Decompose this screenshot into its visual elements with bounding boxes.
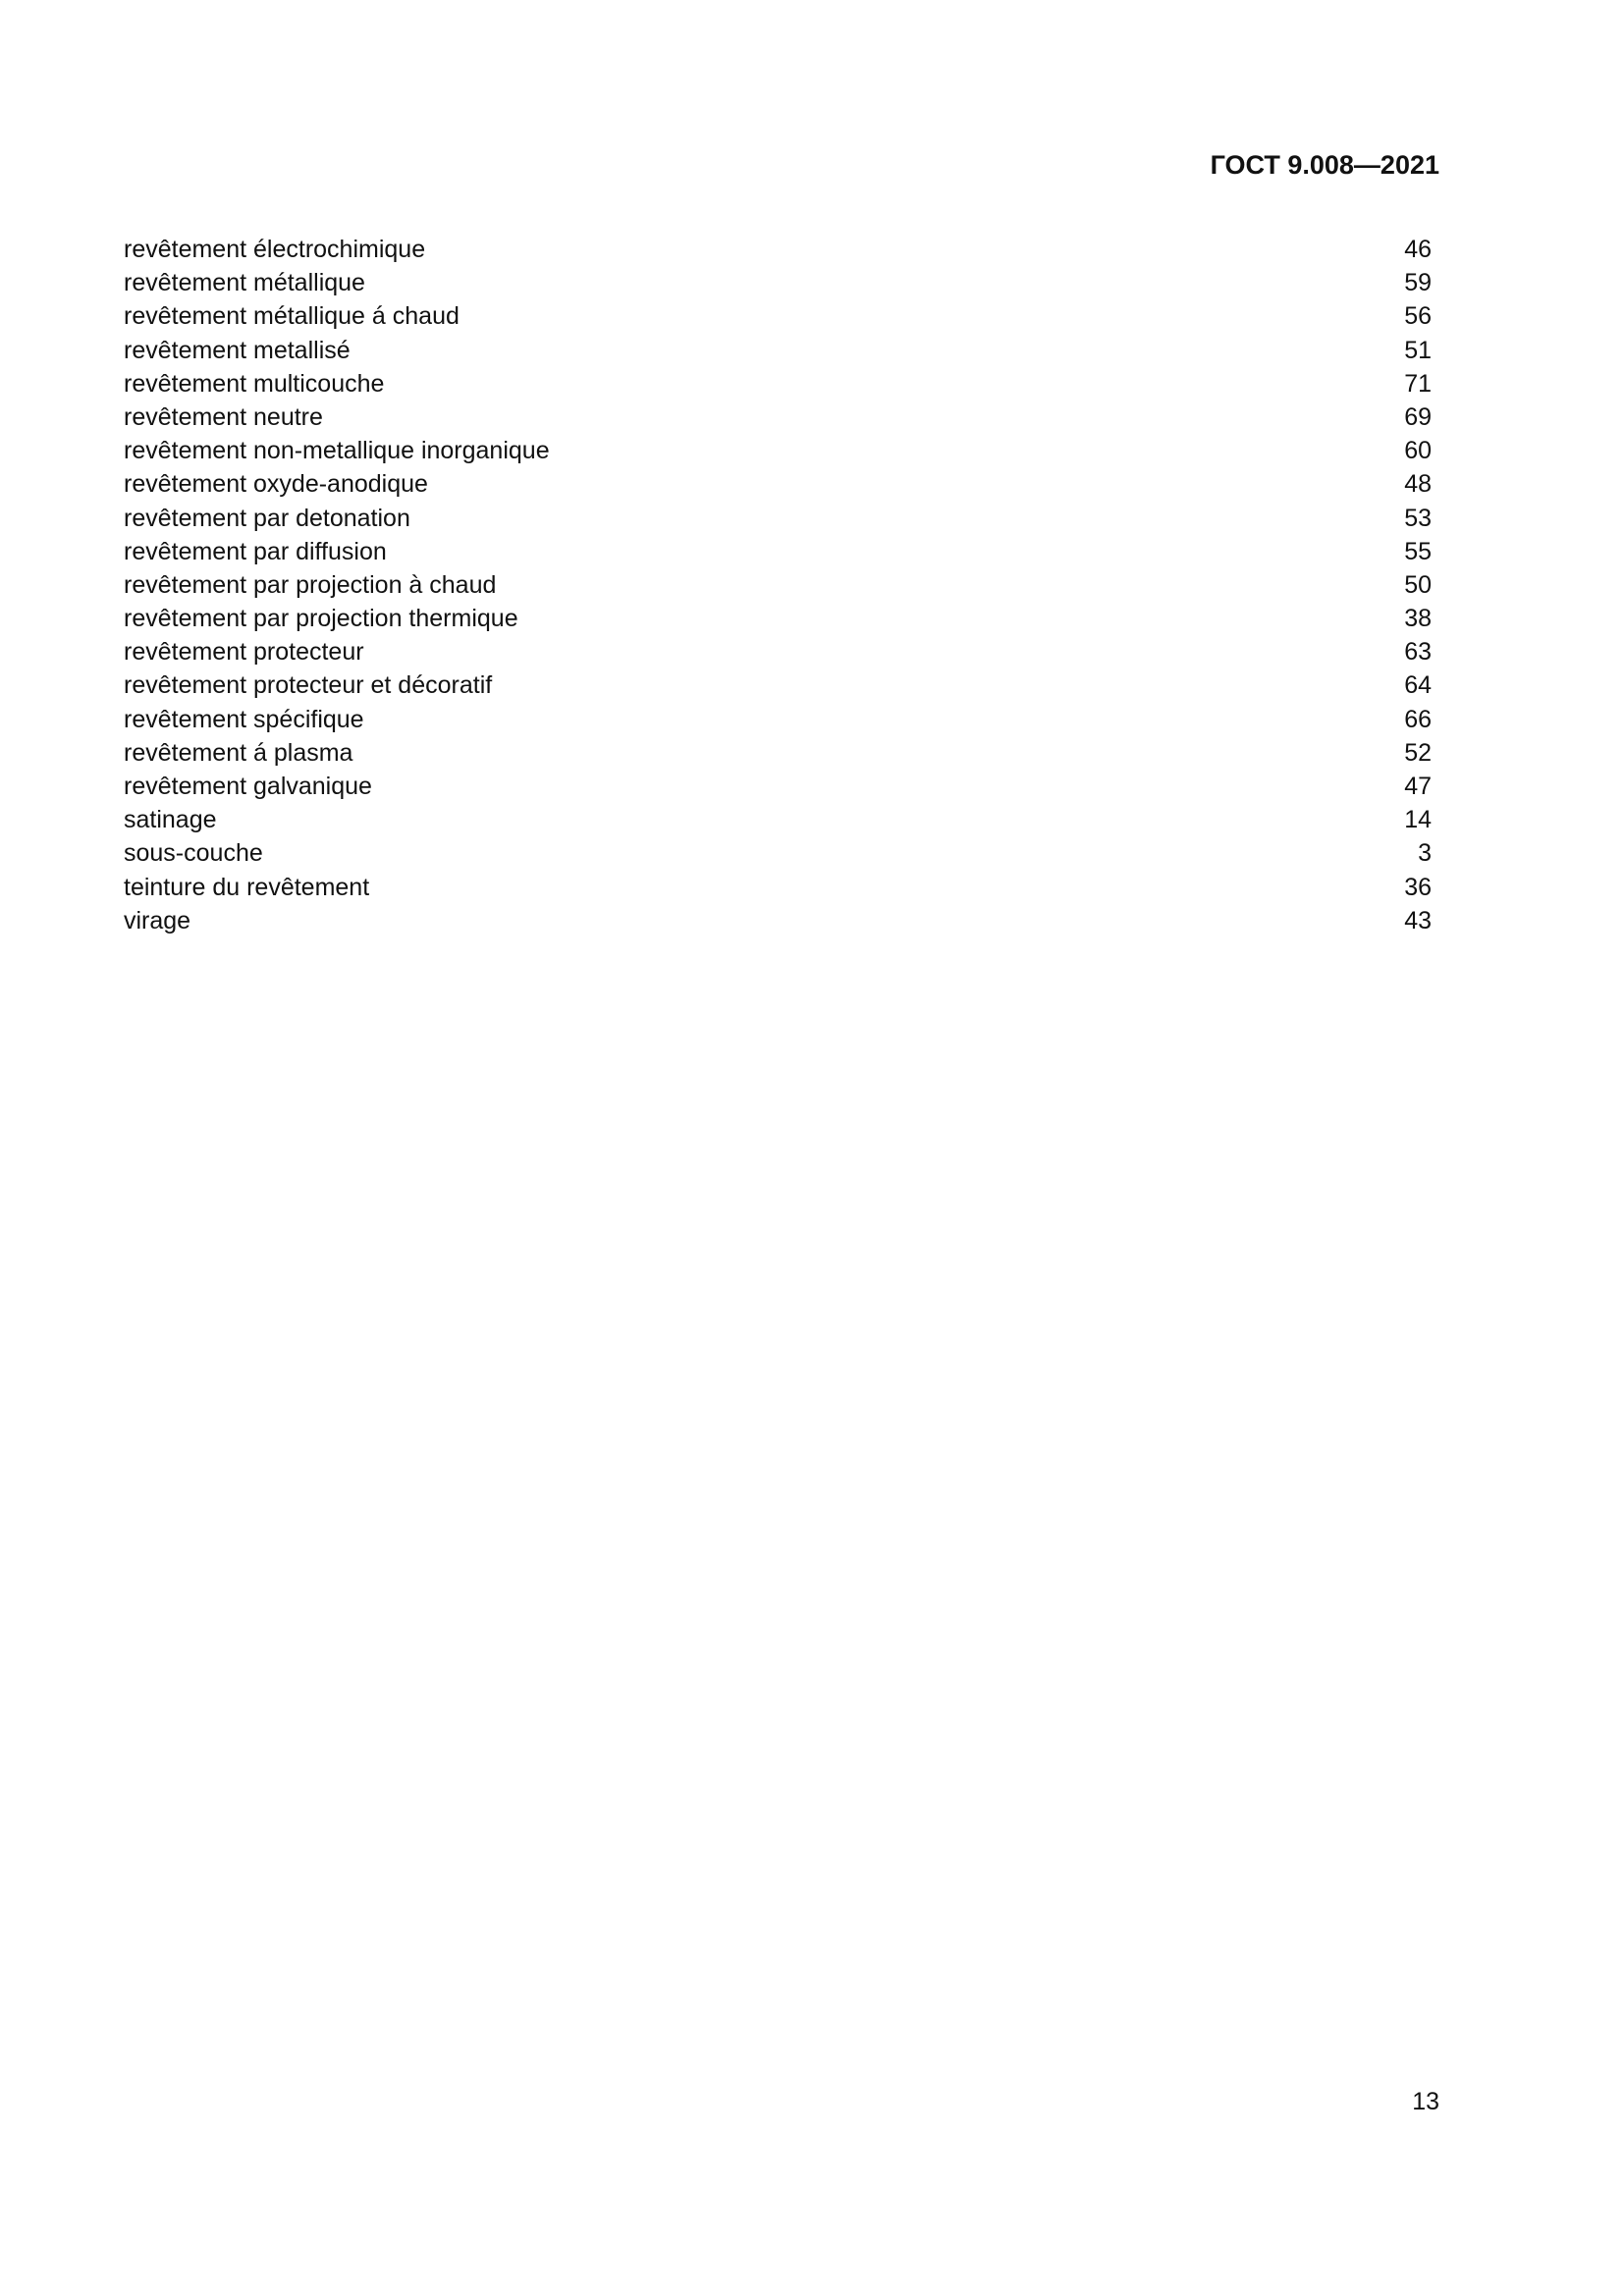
index-entry bbox=[124, 836, 1432, 870]
index-term: revêtement protecteur et décoratif bbox=[124, 671, 493, 700]
index-term: revêtement par detonation bbox=[124, 504, 410, 532]
index-entry bbox=[124, 299, 1432, 333]
index-term: sous-couche bbox=[124, 839, 263, 868]
index-term-number: 36 bbox=[1404, 873, 1432, 901]
index-entry bbox=[124, 803, 1432, 836]
index-term-number: 3 bbox=[1418, 839, 1432, 868]
index-entry bbox=[124, 736, 1432, 770]
index-term-number: 56 bbox=[1404, 302, 1432, 331]
index-entry bbox=[124, 502, 1432, 535]
document-code-header: ГОСТ 9.008—2021 bbox=[1210, 150, 1439, 180]
index-entry bbox=[124, 467, 1432, 501]
index-term: revêtement métallique bbox=[124, 269, 365, 297]
index-entry bbox=[124, 904, 1432, 937]
index-entry bbox=[124, 400, 1432, 434]
index-term-number: 43 bbox=[1404, 906, 1432, 934]
index-term: revêtement á plasma bbox=[124, 738, 353, 767]
index-entry bbox=[124, 770, 1432, 803]
index-term: teinture du revêtement bbox=[124, 873, 370, 901]
index-term-number: 50 bbox=[1404, 570, 1432, 599]
index-entry bbox=[124, 602, 1432, 635]
index-entry bbox=[124, 703, 1432, 736]
index-term-number: 46 bbox=[1404, 236, 1432, 263]
index-term-number: 48 bbox=[1404, 470, 1432, 499]
index-term-number: 47 bbox=[1404, 773, 1432, 800]
index-term: revêtement métallique á chaud bbox=[124, 302, 460, 331]
index-entry bbox=[124, 367, 1432, 400]
index-term: virage bbox=[124, 906, 191, 934]
index-term-number: 64 bbox=[1404, 671, 1432, 700]
index-term-number: 59 bbox=[1404, 269, 1432, 297]
index-term-number: 14 bbox=[1404, 806, 1432, 834]
index-term-number: 66 bbox=[1404, 705, 1432, 733]
index-term: revêtement oxyde-anodique bbox=[124, 470, 428, 499]
index-term-number: 55 bbox=[1404, 537, 1432, 565]
index-entry bbox=[124, 568, 1432, 602]
index-term: revêtement neutre bbox=[124, 402, 323, 431]
index-entry bbox=[124, 871, 1432, 904]
page-number: 13 bbox=[1412, 2088, 1439, 2115]
index-entry bbox=[124, 668, 1432, 702]
index-entry bbox=[124, 233, 1432, 266]
index-term-number: 60 bbox=[1404, 437, 1432, 465]
index-entry bbox=[124, 334, 1432, 367]
index-entry bbox=[124, 266, 1432, 299]
index-term-number: 69 bbox=[1404, 402, 1432, 431]
index-term: revêtement multicouche bbox=[124, 369, 385, 398]
index-term: revêtement spécifique bbox=[124, 705, 364, 733]
index-term: revêtement par projection thermique bbox=[124, 605, 518, 633]
index-term-number: 71 bbox=[1404, 369, 1432, 398]
index-term: revêtement électrochimique bbox=[124, 236, 426, 263]
index-term: revêtement metallisé bbox=[124, 336, 351, 364]
index-term: revêtement galvanique bbox=[124, 773, 372, 800]
index-entry bbox=[124, 535, 1432, 568]
index-entry bbox=[124, 434, 1432, 467]
index-term-number: 52 bbox=[1404, 738, 1432, 767]
index-term: satinage bbox=[124, 806, 217, 834]
index-term: revêtement non-metallique inorganique bbox=[124, 437, 550, 465]
index-term: revêtement protecteur bbox=[124, 638, 364, 667]
index-term: revêtement par projection à chaud bbox=[124, 570, 497, 599]
index-term-number: 63 bbox=[1404, 638, 1432, 667]
index-term-number: 51 bbox=[1404, 336, 1432, 364]
index-term-number: 53 bbox=[1404, 504, 1432, 532]
term-index-list bbox=[124, 233, 1432, 937]
index-term-number: 38 bbox=[1404, 605, 1432, 633]
index-term: revêtement par diffusion bbox=[124, 537, 387, 565]
index-entry bbox=[124, 635, 1432, 668]
